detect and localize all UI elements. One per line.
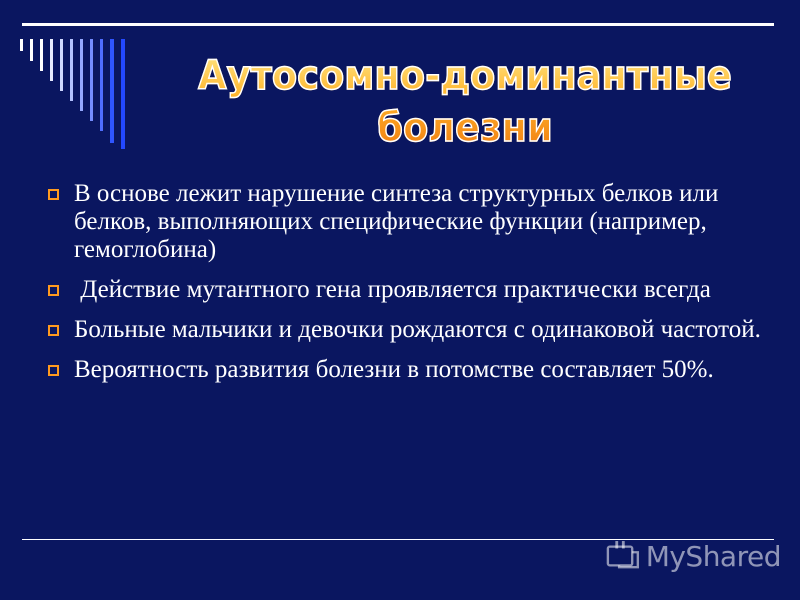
bullet-item <box>44 276 764 304</box>
bullet-text: В основе лежит нарушение синтеза структурных белков или белков, выполняющих специфические функции (например, гемоглобина) <box>74 180 719 263</box>
bullet-list <box>44 180 764 396</box>
title-line-2: болезни <box>377 105 553 151</box>
slide-title <box>175 50 755 154</box>
bullet-text: Больные мальчики и девочки рождаются с одинаковой частотой. <box>74 316 761 343</box>
bullet-item <box>44 316 764 344</box>
title-line-1: Аутосомно-доминантные <box>198 53 732 99</box>
square-bullet-icon <box>48 325 59 336</box>
square-bullet-icon <box>48 285 59 296</box>
bullet-item <box>44 356 764 384</box>
mysharedd-logo-icon <box>606 538 640 574</box>
bullet-text: Вероятность развития болезни в потомстве составляет 50%. <box>74 356 714 383</box>
top-divider <box>22 23 774 26</box>
square-bullet-icon <box>48 365 59 376</box>
square-bullet-icon <box>48 189 59 200</box>
watermark <box>606 535 781 577</box>
decorative-stripes <box>20 39 135 149</box>
bullet-item <box>44 180 764 264</box>
watermark-text: MyShared <box>645 539 781 573</box>
bullet-text: Действие мутантного гена проявляется практически всегда <box>74 276 711 303</box>
